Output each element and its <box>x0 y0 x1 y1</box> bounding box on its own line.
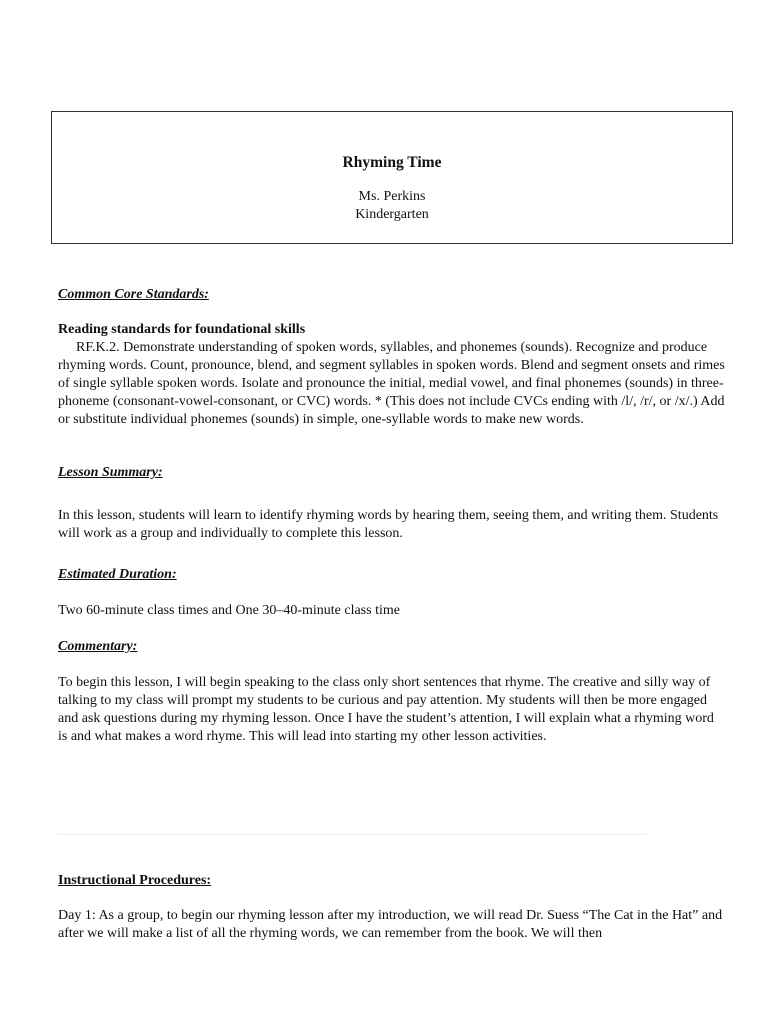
section-divider <box>58 834 646 835</box>
summary-text: In this lesson, students will learn to identify rhyming words by hearing them, seeing them, and writing them. Students will work as a group and individually to complete this lesson. <box>58 508 719 541</box>
standards-subheading: Reading standards for foundational skills <box>58 322 306 337</box>
standards-text: RF.K.2. Demonstrate understanding of spoken words, syllables, and phonemes (sounds). Recognize and produce rhyming words. Count, pronounce, blend, and segment syllables in spoken words. Blend and segment onsets and rimes of single syllable spoken words. Isolate and pronounce the initial, medial vowel, and final phonemes (sounds) in three-phoneme (consonant-vowel-consonant, or CVC) words. * (This does not include CVCs ending with /l/, /r/, or /x/.) Add or substitute individual phonemes (sounds) in simple, one-syllable words to make new words. <box>58 340 725 427</box>
summary-heading: Lesson Summary: <box>58 465 163 480</box>
author-name: Ms. Perkins <box>358 189 426 204</box>
procedures-heading: Instructional Procedures: <box>58 873 212 888</box>
title-box <box>51 111 733 244</box>
commentary-heading: Commentary: <box>58 639 138 654</box>
standards-heading: Common Core Standards: <box>58 287 209 302</box>
commentary-text: To begin this lesson, I will begin speaking to the class only short sentences that rhyme. The creative and silly way of talking to my class will prompt my students to be curious and pay attention. My students will then be more engaged and ask questions during my rhyming lesson. Once I have the student’s attention, I will explain what a rhyming word is and what makes a word rhyme. This will lead into starting my other lesson activities. <box>58 675 714 744</box>
duration-text: Two 60-minute class times and One 30–40-minute class time <box>58 603 400 618</box>
procedures-text: Day 1: As a group, to begin our rhyming lesson after my introduction, we will read Dr. Suess “The Cat in the Hat” and after we will make a list of all the rhyming words, we can remember from the book. We will then <box>58 908 723 941</box>
document-title: Rhyming Time <box>342 154 442 171</box>
grade-level: Kindergarten <box>355 207 429 222</box>
duration-heading: Estimated Duration: <box>58 567 177 582</box>
